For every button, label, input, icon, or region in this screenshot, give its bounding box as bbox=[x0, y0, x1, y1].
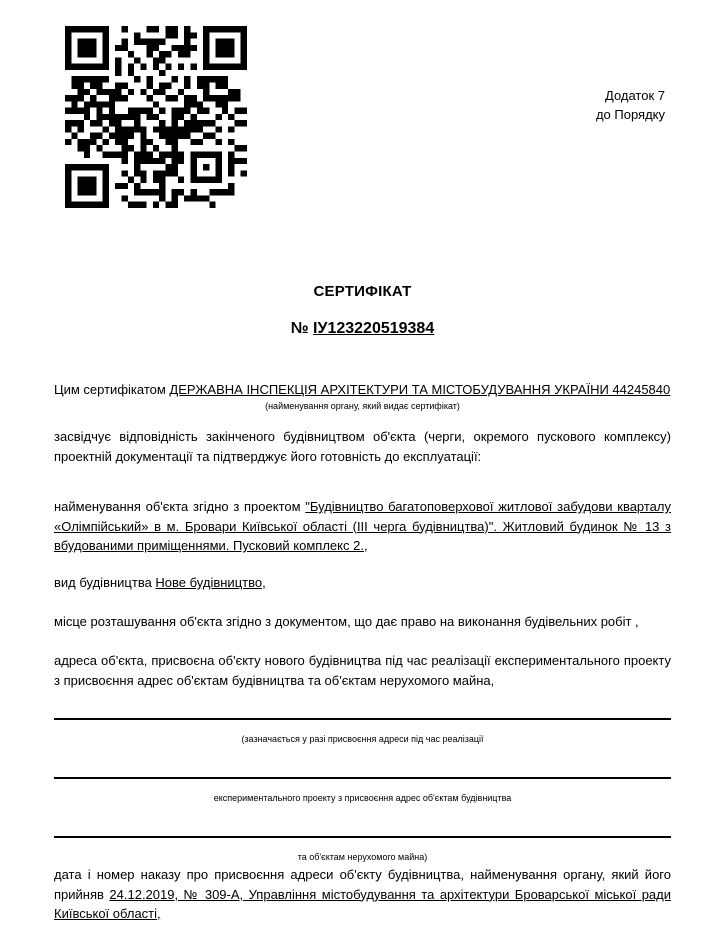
qr-code bbox=[65, 26, 247, 208]
annex-reference bbox=[596, 86, 665, 124]
object-name-value: "Будівництво багатоповерхової житлової забудови кварталу «Олімпійський» в м. Бровари Київської області (III черга будівництва)". Житловий будинок № 13 з вбудованими приміщеннями. Пусковий комплекс 2. bbox=[54, 499, 671, 553]
annex-line-1: Додаток 7 bbox=[605, 88, 665, 103]
location-text: місце розташування об'єкта згідно з документом, що дає право на виконання будівельних робіт , bbox=[54, 614, 639, 629]
certifies-text: засвідчує відповідність закінченого будівництвом об'єкта (черги, окремого пускового комплексу) проектній документації та підтверджує його готовність до експлуатації: bbox=[54, 429, 671, 464]
address-caption-3: та об'єктам нерухомого майна) bbox=[297, 852, 428, 862]
issuer-line bbox=[54, 380, 671, 400]
annex-line-2: до Порядку bbox=[595, 107, 665, 122]
address-caption-2: експериментального проекту з присвоєння адрес об'єктам будівництва bbox=[213, 793, 512, 803]
construction-type-value: Нове будівництво, bbox=[155, 575, 266, 590]
order-paragraph bbox=[54, 865, 671, 924]
address-rule-1 bbox=[54, 718, 671, 720]
construction-type-line bbox=[54, 573, 671, 593]
order-value: 24.12.2019, № 309-А, Управління містобудування та архітектури Броварської міської ради Київської області, bbox=[54, 886, 672, 921]
address-rule-2 bbox=[54, 777, 671, 779]
issuer-caption: (найменування органу, який видає сертифікат) bbox=[265, 401, 460, 411]
certificate-number-line bbox=[0, 320, 725, 338]
certificate-title: СЕРТИФІКАТ bbox=[313, 283, 412, 300]
object-name-paragraph bbox=[54, 497, 671, 556]
object-name-suffix: , bbox=[363, 538, 368, 553]
number-sign: № bbox=[290, 320, 314, 337]
address-caption-1: (зазначається у разі присвоєння адреси під час реалізації bbox=[241, 734, 484, 744]
issuer-name: ДЕРЖАВНА ІНСПЕКЦІЯ АРХІТЕКТУРИ ТА МІСТОБУДУВАННЯ УКРАЇНИ 44245840 bbox=[169, 382, 671, 397]
order-prefix: дата і номер наказу про присвоєння адреси об'єкту будівництва, найменування органу, який його прийняв bbox=[54, 867, 671, 902]
address-rule-3 bbox=[54, 836, 671, 838]
construction-type-prefix: вид будівництва bbox=[54, 575, 156, 590]
issuer-prefix: Цим сертифікатом bbox=[54, 382, 170, 397]
address-text: адреса об'єкта, присвоєна об'єкту нового будівництва під час реалізації експериментального проекту з присвоєння адрес об'єктам будівництва та об'єктам нерухомого майна, bbox=[54, 653, 671, 688]
object-name-prefix: найменування об'єкта згідно з проектом bbox=[54, 499, 306, 514]
certificate-number: ІУ123220519384 bbox=[313, 320, 435, 337]
